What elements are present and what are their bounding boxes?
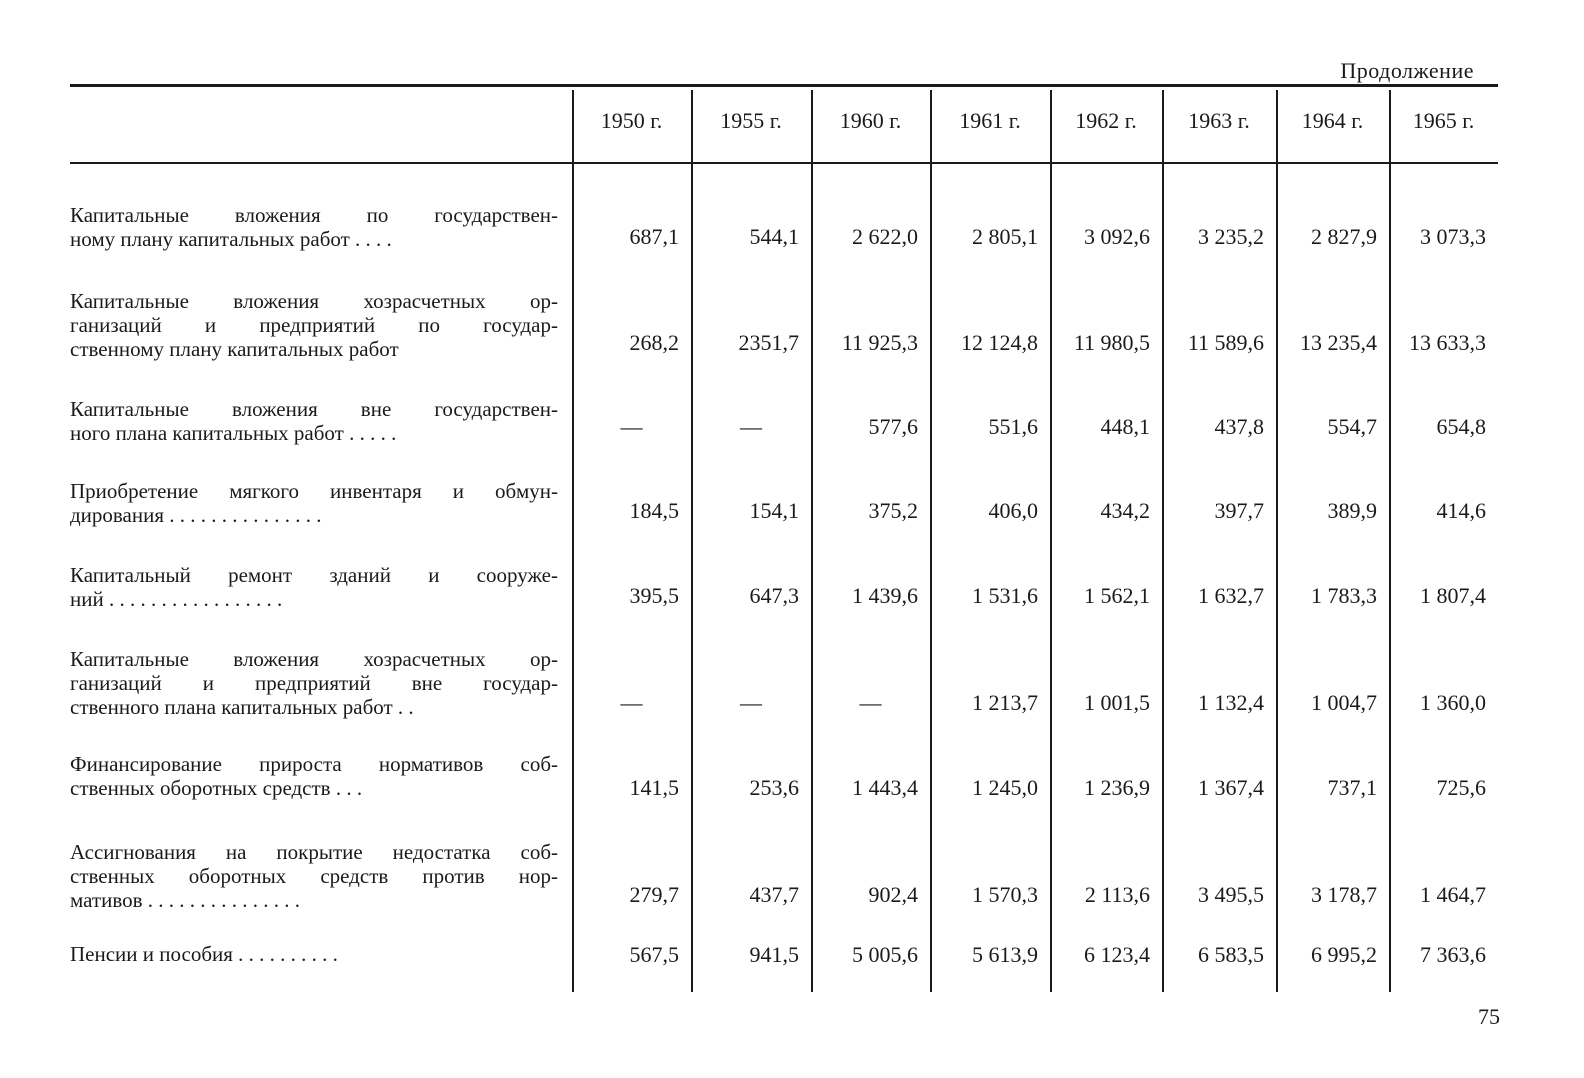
page-number: 75 [1478, 1004, 1500, 1029]
row-label [70, 563, 558, 611]
table-cell: 1 360,0 [1420, 690, 1486, 715]
table-cell: 414,6 [1436, 498, 1486, 523]
row-label-line: Приобретение мягкого инвентаря и обмун- [70, 479, 558, 503]
table-cell: 577,6 [868, 414, 918, 439]
table-cell: 7 363,6 [1420, 942, 1486, 967]
table-cell: 1 245,0 [972, 775, 1038, 800]
table-cell: — [859, 690, 882, 715]
column-header-year: 1962 г. [1075, 108, 1137, 133]
column-header-year: 1964 г. [1301, 108, 1364, 133]
row-label [70, 840, 558, 912]
row-label-line: ний . . . . . . . . . . . . . . . . . [70, 587, 283, 611]
column-header-year: 1961 г. [959, 108, 1021, 133]
column-header-year: 1950 г. [600, 108, 663, 133]
table-cell: 551,6 [988, 414, 1038, 439]
table-cell: 5 613,9 [972, 942, 1038, 967]
table-cell: 654,8 [1436, 414, 1486, 439]
column-header-year: 1965 г. [1412, 108, 1475, 133]
table-cell: 448,1 [1100, 414, 1150, 439]
row-label [70, 203, 558, 251]
table-cell: 6 995,2 [1311, 942, 1377, 967]
table-cell: 3 495,5 [1198, 882, 1264, 907]
column-header-year: 1955 г. [720, 108, 782, 133]
row-label-line: Капитальные вложения хозрасчетных ор- [70, 647, 558, 671]
table-cell: 1 570,3 [972, 882, 1038, 907]
table-cell: 11 925,3 [841, 330, 918, 355]
table-cell: 5 005,6 [852, 942, 918, 967]
table-cell: 141,5 [629, 775, 679, 800]
continuation-label: Продолжение [1340, 58, 1474, 83]
table-cell: 389,9 [1327, 498, 1377, 523]
table-cell: 12 124,8 [961, 330, 1038, 355]
table-cell: 13 235,4 [1300, 330, 1377, 355]
table-cell: 902,4 [868, 882, 918, 907]
table-cell: 737,1 [1327, 775, 1377, 800]
table-cell: 11 589,6 [1187, 330, 1264, 355]
table-cell: 6 123,4 [1084, 942, 1150, 967]
row-label-line: ственному плану капитальных работ [70, 337, 399, 361]
table-cell: 1 001,5 [1084, 690, 1150, 715]
row-label-line: ному плану капитальных работ . . . . [70, 227, 392, 251]
table-cell: 11 980,5 [1073, 330, 1150, 355]
table-cell: 2 113,6 [1084, 882, 1150, 907]
table-cell: 687,1 [629, 224, 679, 249]
table-cell: 2 827,9 [1311, 224, 1377, 249]
table-cell: — [740, 414, 762, 439]
table-cell: 437,7 [749, 882, 799, 907]
table-cell: 544,1 [749, 224, 799, 249]
row-label [70, 942, 558, 966]
table-cell: 941,5 [749, 942, 799, 967]
table-cell: 1 439,6 [852, 583, 918, 608]
row-label-line: Капитальный ремонт зданий и сооруже- [70, 563, 558, 587]
table-cell: 3 235,2 [1198, 224, 1264, 249]
row-label-line: ганизаций и предприятий по государ- [70, 313, 558, 337]
table-cell: 6 583,5 [1198, 942, 1264, 967]
table-cell: — [620, 414, 643, 439]
table-cell: — [740, 690, 762, 715]
table-cell: 2 805,1 [972, 224, 1038, 249]
row-label [70, 479, 558, 527]
table-header-rule [70, 162, 1498, 164]
table-cell: 397,7 [1214, 498, 1264, 523]
table-cell: 3 073,3 [1420, 224, 1486, 249]
table-cell: 13 633,3 [1409, 330, 1486, 355]
table-cell: 554,7 [1327, 414, 1377, 439]
table-cell: 395,5 [629, 583, 679, 608]
table-cell: 3 178,7 [1311, 882, 1377, 907]
table-cell: 1 236,9 [1084, 775, 1150, 800]
table-cell: 375,2 [868, 498, 918, 523]
table-cell: 1 783,3 [1311, 583, 1377, 608]
table-cell: 1 807,4 [1420, 583, 1486, 608]
table-cell: 1 132,4 [1198, 690, 1264, 715]
row-label [70, 647, 558, 719]
table-cell: 1 367,4 [1198, 775, 1264, 800]
row-label-line: ного плана капитальных работ . . . . . [70, 421, 397, 445]
row-label-line: Финансирование прироста нормативов соб- [70, 752, 558, 776]
table-cell: 2351,7 [738, 330, 799, 355]
row-label [70, 289, 558, 361]
table-cell: 268,2 [629, 330, 679, 355]
row-label-line: ственного плана капитальных работ . . [70, 695, 414, 719]
table-cell: — [620, 690, 643, 715]
row-label-line: Пенсии и пособия . . . . . . . . . . [70, 942, 338, 966]
table-cell: 3 092,6 [1084, 224, 1150, 249]
table-cell: 406,0 [988, 498, 1038, 523]
table-cell: 253,6 [749, 775, 799, 800]
table-cell: 1 464,7 [1420, 882, 1486, 907]
row-label-line: Ассигнования на покрытие недостатка соб- [70, 840, 558, 864]
table-cell: 279,7 [629, 882, 679, 907]
table-cell: 1 632,7 [1198, 583, 1264, 608]
table-top-rule [70, 84, 1498, 87]
row-label-line: Капитальные вложения хозрасчетных ор- [70, 289, 558, 313]
row-label-line: ственных оборотных средств против нор- [70, 864, 558, 888]
table-cell: 1 213,7 [972, 690, 1038, 715]
table-cell: 184,5 [629, 498, 679, 523]
row-label-line: дирования . . . . . . . . . . . . . . . [70, 503, 322, 527]
table-cell: 1 443,4 [852, 775, 918, 800]
table-cell: 567,5 [629, 942, 679, 967]
column-header-year: 1963 г. [1188, 108, 1250, 133]
row-label-line: Капитальные вложения по государствен- [70, 203, 558, 227]
row-label [70, 752, 558, 800]
table-cell: 154,1 [749, 498, 799, 523]
row-label-line: Капитальные вложения вне государствен- [70, 397, 558, 421]
table-cell: 1 531,6 [972, 583, 1038, 608]
row-label-line: ственных оборотных средств . . . [70, 776, 363, 800]
row-label-line: мативов . . . . . . . . . . . . . . . [70, 888, 301, 912]
row-label-line: ганизаций и предприятий вне государ- [70, 671, 558, 695]
table-cell: 1 562,1 [1084, 583, 1150, 608]
table-cell: 1 004,7 [1311, 690, 1377, 715]
table-cell: 434,2 [1100, 498, 1150, 523]
table-cell: 437,8 [1214, 414, 1264, 439]
table-cell: 647,3 [749, 583, 799, 608]
table-cell: 725,6 [1436, 775, 1486, 800]
row-label [70, 397, 558, 445]
table-cell: 2 622,0 [852, 224, 918, 249]
column-header-year: 1960 г. [839, 108, 902, 133]
